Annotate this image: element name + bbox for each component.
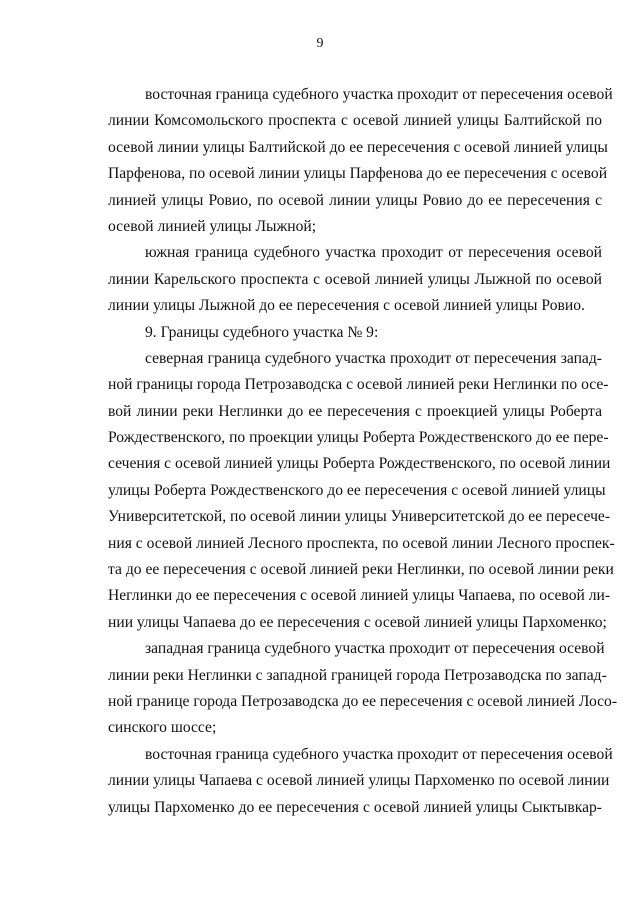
- text-line: нии улицы Чапаева до ее пересечения с осевой линией улицы Пархоменко;: [108, 613, 607, 631]
- text-line: улицы Пархоменко до ее пересечения с осевой линией улицы Сыктывкар-: [108, 798, 602, 816]
- text-line: восточная граница судебного участка проходит от пересечения осевой: [145, 745, 613, 763]
- text-line: Университетской, по осевой линии улицы Университетской до ее пересече-: [108, 508, 611, 526]
- page-number: 9: [316, 36, 324, 51]
- text-line: линией улицы Ровио, по осевой линии улицы Ровио до ее пересечения с: [108, 191, 602, 209]
- text-line: северная граница судебного участка проходит от пересечения запад-: [145, 349, 602, 367]
- text-line: восточная граница судебного участка проходит от пересечения осевой: [145, 86, 613, 103]
- text-line: вой линии реки Неглинки до ее пересечения с проекцией улицы Роберта: [108, 402, 602, 420]
- text-line: Парфенова, по осевой линии улицы Парфенова до ее пересечения с осевой: [108, 165, 608, 183]
- text-line: ной границе города Петрозаводска до ее пересечения с осевой линией Лосо-: [108, 692, 618, 710]
- text-line: улицы Роберта Рождественского до ее пересечения с осевой линией улицы: [108, 481, 606, 499]
- text-line: осевой линии улицы Балтийской до ее пересечения с осевой линией улицы: [108, 138, 608, 156]
- text-line: линии Карельского проспекта с осевой линией улицы Лыжной по осевой: [108, 270, 602, 288]
- text-line: Неглинки до ее пересечения с осевой линией улицы Чапаева, по осевой ли-: [108, 587, 611, 605]
- text-line: та до ее пересечения с осевой линией реки Неглинки, по осевой линии реки: [108, 561, 614, 579]
- text-line: осевой линией улицы Лыжной;: [108, 217, 317, 235]
- text-line: синского шоссе;: [108, 719, 217, 737]
- text-line: ния с осевой линией Лесного проспекта, по осевой линии Лесного проспек-: [108, 534, 615, 552]
- document-body: [108, 82, 618, 821]
- text-line: линии улицы Чапаева с осевой линией улицы Пархоменко по осевой линии: [108, 772, 610, 790]
- text-line: линии реки Неглинки с западной границей города Петрозаводска по запад-: [108, 666, 607, 684]
- text-line: южная граница судебного участка проходит от пересечения осевой: [145, 244, 602, 262]
- text-line: ной границы города Петрозаводска с осевой линией реки Неглинки по осе-: [108, 376, 609, 394]
- text-line: западная граница судебного участка проходит от пересечения осевой: [145, 640, 605, 658]
- text-line: линии улицы Лыжной до ее пересечения с осевой линией улицы Ровио.: [108, 297, 585, 315]
- text-line: Рождественского, по проекции улицы Роберта Рождественского до ее пере-: [108, 429, 609, 447]
- text-line: 9. Границы судебного участка № 9:: [145, 323, 379, 341]
- text-line: сечения с осевой линией улицы Роберта Рождественского, по осевой линии: [108, 455, 611, 473]
- text-line: линии Комсомольского проспекта с осевой линией улицы Балтийской по: [108, 112, 602, 130]
